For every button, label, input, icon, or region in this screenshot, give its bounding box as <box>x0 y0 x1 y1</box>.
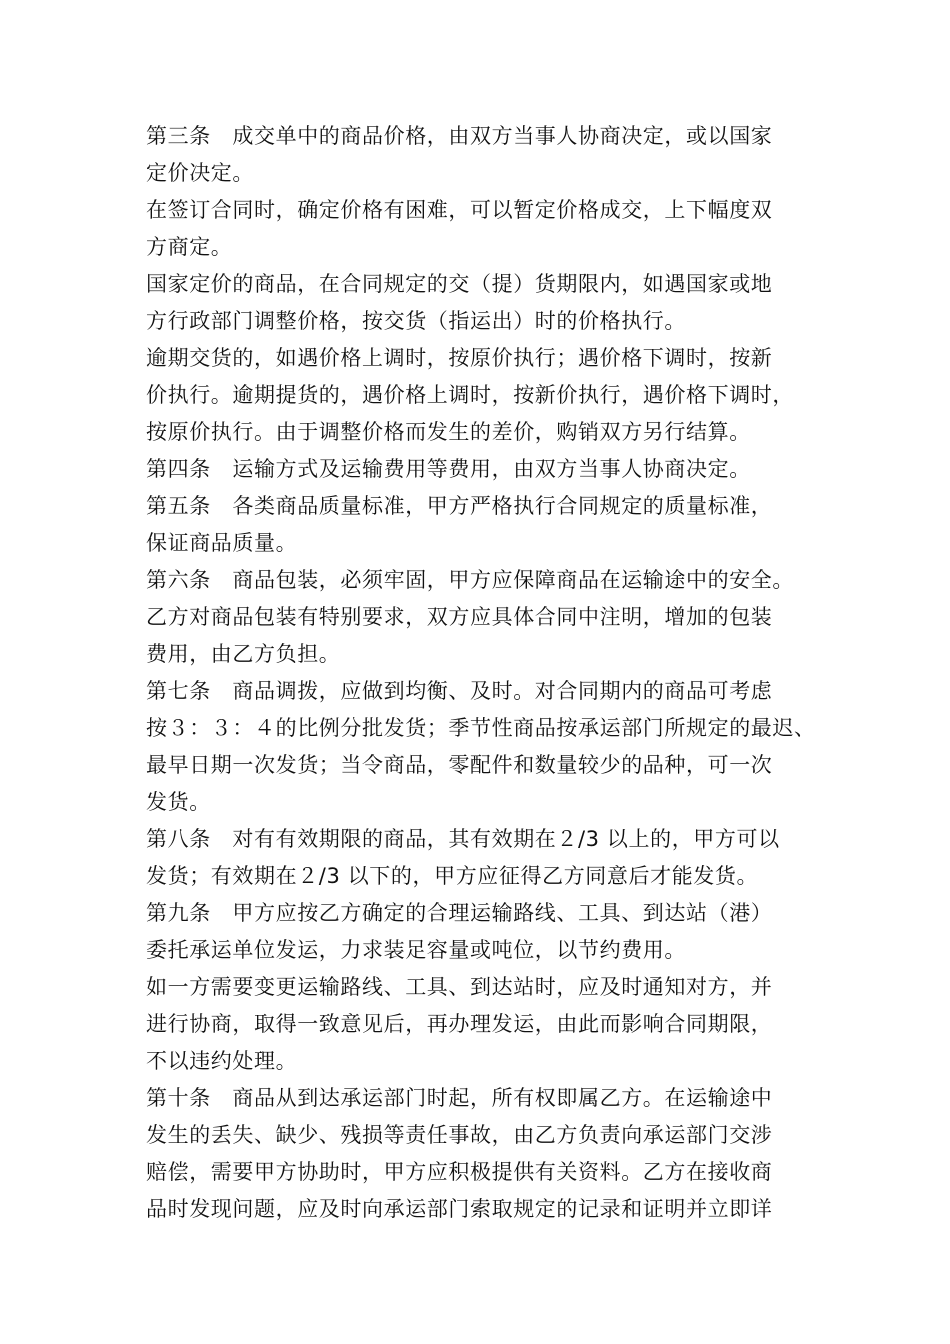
text-line: 第九条 甲方应按乙方确定的合理运输路线、工具、到达站（港） <box>146 901 773 925</box>
text-line: 发货；有效期在２/3 以下的，甲方应征得乙方同意后才能发货。 <box>146 864 759 888</box>
text-line: 不以违约处理。 <box>146 1049 298 1073</box>
text-line: 发货。 <box>146 790 211 814</box>
text-line: 品时发现问题，应及时向承运部门索取规定的记录和证明并立即详 <box>146 1197 773 1221</box>
text-line: 第三条 成交单中的商品价格，由双方当事人协商决定，或以国家 <box>146 124 773 148</box>
text-line: 乙方对商品包装有特别要求，双方应具体合同中注明，增加的包装 <box>146 605 773 629</box>
text-line: 国家定价的商品，在合同规定的交（提）货期限内，如遇国家或地 <box>146 272 773 296</box>
text-line: 费用，由乙方负担。 <box>146 642 341 666</box>
text-line: 如一方需要变更运输路线、工具、到达站时，应及时通知对方，并 <box>146 975 773 999</box>
text-line: 第七条 商品调拨，应做到均衡、及时。对合同期内的商品可考虑 <box>146 679 773 703</box>
document-body <box>146 118 818 1228</box>
text-line: 第八条 对有有效期限的商品，其有效期在２/3 以上的，甲方可以 <box>146 827 780 851</box>
text-line: 保证商品质量。 <box>146 531 298 555</box>
text-line: 方商定。 <box>146 235 233 259</box>
text-line: 第五条 各类商品质量标准，甲方严格执行合同规定的质量标准， <box>146 494 773 518</box>
text-line: 逾期交货的，如遇价格上调时，按原价执行；遇价格下调时，按新 <box>146 346 773 370</box>
text-line: 第六条 商品包装，必须牢固，甲方应保障商品在运输途中的安全。 <box>146 568 794 592</box>
text-line: 赔偿，需要甲方协助时，甲方应积极提供有关资料。乙方在接收商 <box>146 1160 773 1184</box>
text-line: 按３：３：４的比例分批发货；季节性商品按承运部门所规定的最迟、 <box>146 716 816 740</box>
text-line: 定价决定。 <box>146 161 254 185</box>
text-line: 委托承运单位发运，力求装足容量或吨位，以节约费用。 <box>146 938 686 962</box>
text-line: 第四条 运输方式及运输费用等费用，由双方当事人协商决定。 <box>146 457 751 481</box>
text-line: 在签订合同时，确定价格有困难，可以暂定价格成交，上下幅度双 <box>146 198 773 222</box>
text-line: 方行政部门调整价格，按交货（指运出）时的价格执行。 <box>146 309 686 333</box>
text-line: 价执行。逾期提货的，遇价格上调时，按新价执行，遇价格下调时， <box>146 383 794 407</box>
text-line: 按原价执行。由于调整价格而发生的差价，购销双方另行结算。 <box>146 420 751 444</box>
text-line: 发生的丢失、缺少、残损等责任事故，由乙方负责向承运部门交涉 <box>146 1123 773 1147</box>
text-line: 最早日期一次发货；当令商品，零配件和数量较少的品种，可一次 <box>146 753 773 777</box>
text-line: 进行协商，取得一致意见后，再办理发运，由此而影响合同期限， <box>146 1012 773 1036</box>
text-line: 第十条 商品从到达承运部门时起，所有权即属乙方。在运输途中 <box>146 1086 773 1110</box>
